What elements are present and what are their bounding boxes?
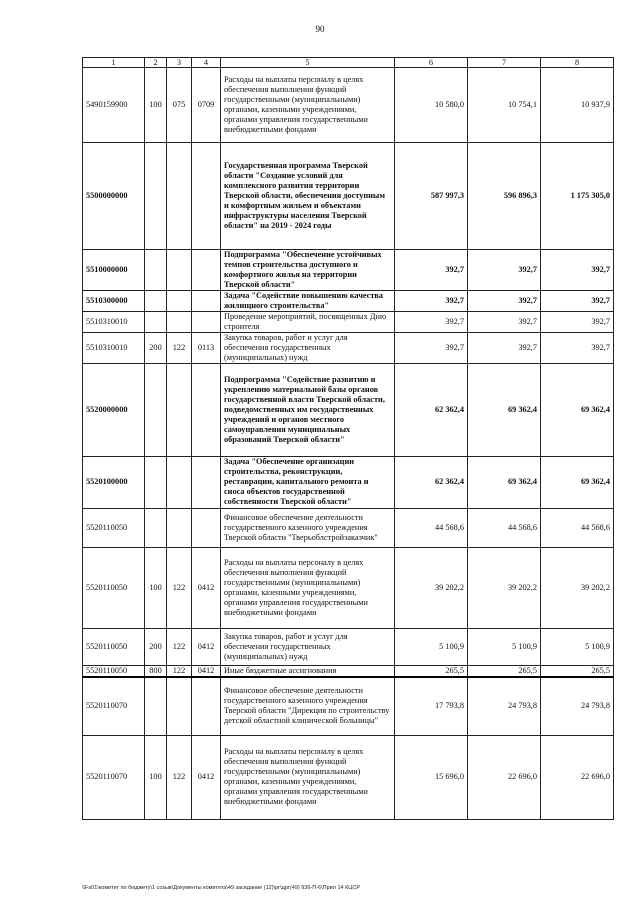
table-row — [83, 735, 614, 819]
table-row — [83, 250, 614, 291]
amount-2020-cell: 392,7 — [395, 311, 468, 332]
section-cell: 0113 — [192, 332, 221, 363]
amount-2020-cell: 44 568,6 — [395, 508, 468, 547]
amount-2021-cell: 39 202,2 — [468, 547, 541, 628]
amount-2020-cell: 62 362,4 — [395, 363, 468, 456]
page-number: 90 — [315, 24, 325, 34]
amount-2021-cell: 392,7 — [468, 290, 541, 311]
code-cell: 5510000000 — [83, 250, 145, 291]
description-cell: Подпрограмма "Содействие развитию и укреплению материальной базы органов государственной власти Тверской области, подведомственных им государственных учреждений и органов местного самоуправления муниципальных образований Тверской области" — [221, 363, 395, 456]
section-cell — [192, 311, 221, 332]
description-cell: Иные бюджетные ассигнования — [221, 665, 395, 677]
file-path-footer: \\Fs01\комитет по бюджету\1 созыв\Документы комитета\49 заседание (12)\рг\дрг(49) 936-П-6\Прил 14 КЦСР — [82, 885, 360, 891]
code-cell: 5520100000 — [83, 456, 145, 508]
description-cell: Задача "Содействие повышению качества жилищного строительства" — [221, 290, 395, 311]
description-cell: Государственная программа Тверской области "Создание условий для комплексного развития территории Тверской области, обеспечения доступным и комфортным жильем и объектами инфраструктуры населения Тверской области" на 2019 - 2024 годы — [221, 143, 395, 250]
table-row — [83, 143, 614, 250]
table-row — [83, 290, 614, 311]
amount-2021-cell: 69 362,4 — [468, 456, 541, 508]
type-cell: 100 — [145, 547, 167, 628]
ministry-cell: 075 — [167, 68, 192, 143]
header-cell: 3 — [167, 58, 192, 68]
amount-2022-cell: 24 793,8 — [541, 677, 614, 736]
description-cell: Подпрограмма "Обеспечение устойчивых темпов строительства доступного и комфортного жилья на территории Тверской области" — [221, 250, 395, 291]
type-cell: 200 — [145, 628, 167, 665]
amount-2020-cell: 392,7 — [395, 290, 468, 311]
ministry-cell — [167, 456, 192, 508]
description-cell: Расходы на выплаты персоналу в целях обеспечения выполнения функций государственными (муниципальными) органами, казенными учреждениями, органами управления государственными внебюджетными фондами — [221, 547, 395, 628]
amount-2021-cell: 265,5 — [468, 665, 541, 677]
header-cell: 5 — [221, 58, 395, 68]
amount-2021-cell: 5 100,9 — [468, 628, 541, 665]
amount-2022-cell: 265,5 — [541, 665, 614, 677]
amount-2020-cell: 265,5 — [395, 665, 468, 677]
amount-2022-cell: 69 362,4 — [541, 363, 614, 456]
description-cell: Закупка товаров, работ и услуг для обеспечения государственных (муниципальных) нужд — [221, 628, 395, 665]
table-row — [83, 665, 614, 677]
section-cell — [192, 143, 221, 250]
header-cell: 1 — [83, 58, 145, 68]
section-cell — [192, 290, 221, 311]
code-cell: 5520110050 — [83, 508, 145, 547]
amount-2020-cell: 62 362,4 — [395, 456, 468, 508]
budget-table — [82, 57, 614, 820]
code-cell: 5510310010 — [83, 311, 145, 332]
type-cell — [145, 363, 167, 456]
table-row — [83, 332, 614, 363]
description-cell: Финансовое обеспечение деятельности государственного казенного учреждения Тверской области "Тверьоблстройзаказчик" — [221, 508, 395, 547]
amount-2022-cell: 392,7 — [541, 332, 614, 363]
section-cell: 0709 — [192, 68, 221, 143]
header-cell: 4 — [192, 58, 221, 68]
header-row — [83, 58, 614, 68]
description-cell: Финансовое обеспечение деятельности государственного казенного учреждения Тверской области "Дирекция по строительству детской областной клинической больницы" — [221, 677, 395, 736]
code-cell: 5520110050 — [83, 547, 145, 628]
amount-2021-cell: 69 362,4 — [468, 363, 541, 456]
code-cell: 5520110050 — [83, 628, 145, 665]
table-row — [83, 547, 614, 628]
code-cell: 5490159900 — [83, 68, 145, 143]
ministry-cell: 122 — [167, 332, 192, 363]
amount-2022-cell: 1 175 305,0 — [541, 143, 614, 250]
code-cell: 5520110050 — [83, 665, 145, 677]
ministry-cell — [167, 143, 192, 250]
table-row — [83, 456, 614, 508]
amount-2022-cell: 5 100,9 — [541, 628, 614, 665]
type-cell — [145, 311, 167, 332]
code-cell: 5520000000 — [83, 363, 145, 456]
amount-2022-cell: 22 696,0 — [541, 735, 614, 819]
amount-2021-cell: 392,7 — [468, 332, 541, 363]
description-cell: Задача "Обеспечение организации строительства, реконструкции, реставрации, капитального ремонта и сноса объектов государственной собственности Тверской области" — [221, 456, 395, 508]
code-cell: 5510300000 — [83, 290, 145, 311]
section-cell — [192, 250, 221, 291]
type-cell: 800 — [145, 665, 167, 677]
ministry-cell: 122 — [167, 665, 192, 677]
header-cell: 2 — [145, 58, 167, 68]
section-cell — [192, 456, 221, 508]
ministry-cell — [167, 311, 192, 332]
amount-2020-cell: 17 793,8 — [395, 677, 468, 736]
code-cell: 5520110070 — [83, 735, 145, 819]
description-cell: Проведение мероприятий, посвященных Дню строителя — [221, 311, 395, 332]
table-row — [83, 628, 614, 665]
table-row — [83, 363, 614, 456]
ministry-cell — [167, 363, 192, 456]
header-cell: 6 — [395, 58, 468, 68]
description-cell: Расходы на выплаты персоналу в целях обеспечения выполнения функций государственными (муниципальными) органами, казенными учреждениями, органами управления государственными внебюджетными фондами — [221, 735, 395, 819]
table-row — [83, 68, 614, 143]
type-cell — [145, 677, 167, 736]
amount-2022-cell: 39 202,2 — [541, 547, 614, 628]
ministry-cell — [167, 508, 192, 547]
amount-2020-cell: 392,7 — [395, 332, 468, 363]
code-cell: 5500000000 — [83, 143, 145, 250]
amount-2020-cell: 39 202,2 — [395, 547, 468, 628]
amount-2020-cell: 392,7 — [395, 250, 468, 291]
type-cell — [145, 290, 167, 311]
amount-2022-cell: 392,7 — [541, 250, 614, 291]
amount-2022-cell: 392,7 — [541, 311, 614, 332]
amount-2022-cell: 69 362,4 — [541, 456, 614, 508]
type-cell: 200 — [145, 332, 167, 363]
amount-2020-cell: 15 696,0 — [395, 735, 468, 819]
code-cell: 5520110070 — [83, 677, 145, 736]
header-cell: 7 — [468, 58, 541, 68]
section-cell: 0412 — [192, 665, 221, 677]
ministry-cell: 122 — [167, 628, 192, 665]
type-cell — [145, 456, 167, 508]
type-cell: 100 — [145, 68, 167, 143]
amount-2021-cell: 596 896,3 — [468, 143, 541, 250]
code-cell: 5510310010 — [83, 332, 145, 363]
section-cell — [192, 677, 221, 736]
section-cell: 0412 — [192, 628, 221, 665]
table-row — [83, 311, 614, 332]
type-cell: 100 — [145, 735, 167, 819]
ministry-cell — [167, 250, 192, 291]
ministry-cell — [167, 290, 192, 311]
ministry-cell — [167, 677, 192, 736]
ministry-cell: 122 — [167, 547, 192, 628]
type-cell — [145, 250, 167, 291]
section-cell — [192, 508, 221, 547]
amount-2021-cell: 44 568,6 — [468, 508, 541, 547]
amount-2020-cell: 10 580,0 — [395, 68, 468, 143]
description-cell: Расходы на выплаты персоналу в целях обеспечения выполнения функций государственными (муниципальными) органами, казенными учреждениями, органами управления государственными внебюджетными фондами — [221, 68, 395, 143]
header-cell: 8 — [541, 58, 614, 68]
type-cell — [145, 143, 167, 250]
amount-2021-cell: 392,7 — [468, 311, 541, 332]
section-cell: 0412 — [192, 547, 221, 628]
description-cell: Закупка товаров, работ и услуг для обеспечения государственных (муниципальных) нужд — [221, 332, 395, 363]
table-row — [83, 508, 614, 547]
amount-2020-cell: 5 100,9 — [395, 628, 468, 665]
amount-2022-cell: 392,7 — [541, 290, 614, 311]
amount-2021-cell: 22 696,0 — [468, 735, 541, 819]
ministry-cell: 122 — [167, 735, 192, 819]
amount-2022-cell: 10 937,9 — [541, 68, 614, 143]
amount-2021-cell: 24 793,8 — [468, 677, 541, 736]
section-cell — [192, 363, 221, 456]
amount-2021-cell: 392,7 — [468, 250, 541, 291]
type-cell — [145, 508, 167, 547]
amount-2021-cell: 10 754,1 — [468, 68, 541, 143]
table-row — [83, 677, 614, 736]
section-cell: 0412 — [192, 735, 221, 819]
amount-2022-cell: 44 568,6 — [541, 508, 614, 547]
amount-2020-cell: 587 997,3 — [395, 143, 468, 250]
